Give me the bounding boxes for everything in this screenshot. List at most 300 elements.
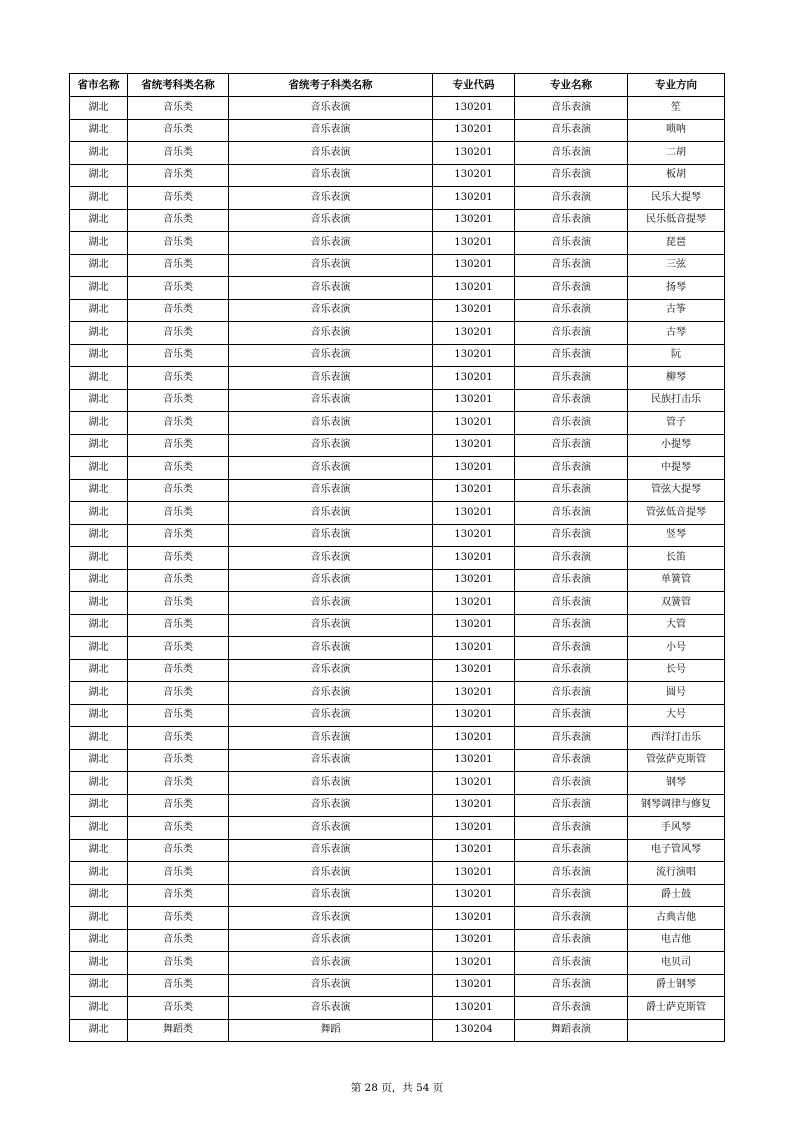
cell-exam-category: 音乐类 [128,277,229,300]
cell-major-code: 130201 [433,412,515,435]
table-row [70,1019,725,1042]
cell-province: 湖北 [70,412,128,435]
cell-exam-category: 音乐类 [128,569,229,592]
cell-major-code: 130201 [433,592,515,615]
cell-exam-subcategory: 音乐表演 [229,929,433,952]
cell-province: 湖北 [70,277,128,300]
cell-province: 湖北 [70,524,128,547]
cell-major-name: 音乐表演 [515,884,628,907]
cell-province: 湖北 [70,817,128,840]
table-row [70,817,725,840]
cell-major-name: 音乐表演 [515,367,628,390]
cell-exam-category: 音乐类 [128,254,229,277]
cell-exam-category: 音乐类 [128,772,229,795]
cell-province: 湖北 [70,119,128,142]
cell-exam-category: 音乐类 [128,839,229,862]
cell-major-name: 音乐表演 [515,524,628,547]
cell-major-code: 130201 [433,659,515,682]
cell-major-name: 音乐表演 [515,187,628,210]
cell-major-name: 音乐表演 [515,997,628,1020]
cell-exam-subcategory: 音乐表演 [229,389,433,412]
cell-major-name: 音乐表演 [515,412,628,435]
cell-major-name: 音乐表演 [515,682,628,705]
cell-major-code: 130201 [433,817,515,840]
table-row [70,839,725,862]
cell-major-name: 音乐表演 [515,727,628,750]
cell-exam-category: 音乐类 [128,299,229,322]
cell-province: 湖北 [70,952,128,975]
cell-exam-category: 音乐类 [128,164,229,187]
cell-major-code: 130201 [433,322,515,345]
cell-exam-category: 音乐类 [128,119,229,142]
cell-exam-subcategory: 音乐表演 [229,524,433,547]
cell-major-direction: 柳琴 [628,367,725,390]
cell-exam-category: 音乐类 [128,727,229,750]
cell-major-direction: 民乐低音提琴 [628,209,725,232]
cell-province: 湖北 [70,907,128,930]
cell-province: 湖北 [70,502,128,525]
cell-exam-subcategory: 音乐表演 [229,209,433,232]
cell-major-code: 130204 [433,1019,515,1042]
cell-exam-category: 音乐类 [128,209,229,232]
cell-exam-category: 音乐类 [128,929,229,952]
cell-major-direction: 民族打击乐 [628,389,725,412]
cell-major-direction: 大号 [628,704,725,727]
cell-exam-category: 音乐类 [128,884,229,907]
cell-major-name: 音乐表演 [515,322,628,345]
cell-major-name: 音乐表演 [515,569,628,592]
cell-major-code: 130201 [433,862,515,885]
cell-major-name: 音乐表演 [515,772,628,795]
cell-exam-subcategory: 音乐表演 [229,344,433,367]
cell-major-direction: 电子管风琴 [628,839,725,862]
cell-major-direction: 古筝 [628,299,725,322]
cell-province: 湖北 [70,434,128,457]
cell-major-direction: 手风琴 [628,817,725,840]
cell-exam-subcategory: 音乐表演 [229,614,433,637]
cell-major-direction: 竖琴 [628,524,725,547]
cell-major-direction: 钢琴调律与修复 [628,794,725,817]
cell-exam-subcategory: 音乐表演 [229,952,433,975]
cell-major-code: 130201 [433,209,515,232]
cell-major-code: 130201 [433,884,515,907]
cell-major-code: 130201 [433,187,515,210]
cell-exam-subcategory: 音乐表演 [229,299,433,322]
cell-major-name: 舞蹈表演 [515,1019,628,1042]
cell-major-code: 130201 [433,524,515,547]
cell-province: 湖北 [70,569,128,592]
header-province: 省市名称 [70,74,128,97]
cell-major-direction: 管弦萨克斯管 [628,749,725,772]
cell-major-code: 130201 [433,119,515,142]
cell-major-code: 130201 [433,952,515,975]
cell-exam-category: 音乐类 [128,997,229,1020]
cell-major-code: 130201 [433,839,515,862]
cell-exam-category: 音乐类 [128,704,229,727]
cell-exam-subcategory: 音乐表演 [229,997,433,1020]
cell-exam-subcategory: 音乐表演 [229,97,433,120]
cell-major-name: 音乐表演 [515,277,628,300]
cell-exam-subcategory: 音乐表演 [229,659,433,682]
cell-province: 湖北 [70,479,128,502]
cell-exam-category: 音乐类 [128,412,229,435]
cell-major-code: 130201 [433,727,515,750]
cell-exam-subcategory: 音乐表演 [229,772,433,795]
cell-major-direction: 笙 [628,97,725,120]
cell-major-direction: 管弦大提琴 [628,479,725,502]
cell-exam-subcategory: 音乐表演 [229,592,433,615]
table-row [70,367,725,390]
cell-major-direction: 民乐大提琴 [628,187,725,210]
cell-major-name: 音乐表演 [515,637,628,660]
table-row [70,772,725,795]
cell-major-name: 音乐表演 [515,434,628,457]
cell-province: 湖北 [70,547,128,570]
cell-major-direction: 电贝司 [628,952,725,975]
cell-exam-subcategory: 音乐表演 [229,569,433,592]
cell-province: 湖北 [70,142,128,165]
cell-major-code: 130201 [433,614,515,637]
cell-exam-category: 音乐类 [128,794,229,817]
cell-major-name: 音乐表演 [515,952,628,975]
cell-province: 湖北 [70,974,128,997]
cell-major-name: 音乐表演 [515,502,628,525]
cell-exam-category: 音乐类 [128,952,229,975]
cell-exam-subcategory: 音乐表演 [229,749,433,772]
cell-major-direction: 管弦低音提琴 [628,502,725,525]
cell-major-code: 130201 [433,277,515,300]
cell-major-name: 音乐表演 [515,817,628,840]
cell-exam-category: 音乐类 [128,659,229,682]
table-row [70,412,725,435]
cell-major-name: 音乐表演 [515,299,628,322]
cell-major-code: 130201 [433,704,515,727]
cell-major-direction: 爵士钢琴 [628,974,725,997]
cell-major-name: 音乐表演 [515,614,628,637]
cell-major-name: 音乐表演 [515,232,628,255]
cell-province: 湖北 [70,794,128,817]
cell-major-direction: 古典吉他 [628,907,725,930]
header-major-code: 专业代码 [433,74,515,97]
cell-province: 湖北 [70,997,128,1020]
table-row [70,547,725,570]
cell-province: 湖北 [70,839,128,862]
cell-province: 湖北 [70,772,128,795]
cell-major-direction: 板胡 [628,164,725,187]
cell-major-name: 音乐表演 [515,457,628,480]
cell-major-direction: 阮 [628,344,725,367]
cell-exam-category: 音乐类 [128,502,229,525]
cell-major-code: 130201 [433,97,515,120]
cell-major-direction: 中提琴 [628,457,725,480]
cell-major-direction: 长号 [628,659,725,682]
cell-exam-category: 音乐类 [128,367,229,390]
table-body [70,97,725,1042]
cell-exam-subcategory: 音乐表演 [229,727,433,750]
table-header-row [70,74,725,97]
table-row [70,952,725,975]
cell-major-code: 130201 [433,142,515,165]
cell-exam-category: 音乐类 [128,322,229,345]
cell-major-name: 音乐表演 [515,592,628,615]
header-major-direction: 专业方向 [628,74,725,97]
cell-province: 湖北 [70,209,128,232]
cell-major-code: 130201 [433,907,515,930]
table-row [70,569,725,592]
majors-table [69,73,725,1042]
cell-major-direction: 长笛 [628,547,725,570]
cell-exam-category: 音乐类 [128,547,229,570]
cell-province: 湖北 [70,97,128,120]
cell-major-code: 130201 [433,749,515,772]
cell-province: 湖北 [70,659,128,682]
cell-exam-subcategory: 音乐表演 [229,502,433,525]
cell-major-name: 音乐表演 [515,839,628,862]
cell-major-code: 130201 [433,997,515,1020]
table-row [70,907,725,930]
cell-province: 湖北 [70,749,128,772]
cell-major-name: 音乐表演 [515,749,628,772]
cell-exam-category: 音乐类 [128,434,229,457]
cell-province: 湖北 [70,1019,128,1042]
cell-major-name: 音乐表演 [515,547,628,570]
cell-major-code: 130201 [433,232,515,255]
cell-major-direction: 钢琴 [628,772,725,795]
table-row [70,277,725,300]
cell-major-code: 130201 [433,929,515,952]
cell-exam-subcategory: 音乐表演 [229,682,433,705]
cell-major-direction: 爵士萨克斯管 [628,997,725,1020]
cell-exam-subcategory: 音乐表演 [229,884,433,907]
cell-province: 湖北 [70,322,128,345]
cell-exam-subcategory: 音乐表演 [229,547,433,570]
cell-major-name: 音乐表演 [515,659,628,682]
cell-major-code: 130201 [433,569,515,592]
cell-major-direction: 爵士鼓 [628,884,725,907]
cell-exam-category: 音乐类 [128,457,229,480]
table-row [70,929,725,952]
table-row [70,974,725,997]
cell-exam-subcategory: 舞蹈 [229,1019,433,1042]
cell-major-name: 音乐表演 [515,704,628,727]
table-row [70,232,725,255]
cell-major-direction: 扬琴 [628,277,725,300]
cell-major-direction: 古琴 [628,322,725,345]
cell-major-code: 130201 [433,637,515,660]
header-exam-category: 省统考科类名称 [128,74,229,97]
header-major-name: 专业名称 [515,74,628,97]
cell-major-direction: 双簧管 [628,592,725,615]
cell-major-direction: 二胡 [628,142,725,165]
cell-exam-subcategory: 音乐表演 [229,232,433,255]
cell-major-code: 130201 [433,389,515,412]
cell-province: 湖北 [70,187,128,210]
table-row [70,862,725,885]
table-row [70,322,725,345]
cell-major-direction: 单簧管 [628,569,725,592]
cell-province: 湖北 [70,884,128,907]
cell-major-code: 130201 [433,502,515,525]
cell-exam-category: 音乐类 [128,907,229,930]
cell-province: 湖北 [70,592,128,615]
cell-exam-subcategory: 音乐表演 [229,862,433,885]
cell-province: 湖北 [70,344,128,367]
cell-province: 湖北 [70,704,128,727]
cell-province: 湖北 [70,367,128,390]
table-row [70,299,725,322]
cell-province: 湖北 [70,727,128,750]
cell-major-direction: 圆号 [628,682,725,705]
cell-province: 湖北 [70,929,128,952]
cell-exam-subcategory: 音乐表演 [229,254,433,277]
cell-major-code: 130201 [433,794,515,817]
cell-exam-subcategory: 音乐表演 [229,637,433,660]
cell-major-direction: 大管 [628,614,725,637]
cell-exam-subcategory: 音乐表演 [229,434,433,457]
header-exam-subcategory: 省统考子科类名称 [229,74,433,97]
cell-province: 湖北 [70,682,128,705]
page-number: 第 28 页，共 54 页 [350,1082,444,1094]
cell-major-direction: 唢呐 [628,119,725,142]
cell-major-code: 130201 [433,974,515,997]
cell-major-direction: 小号 [628,637,725,660]
cell-major-name: 音乐表演 [515,974,628,997]
cell-major-direction: 小提琴 [628,434,725,457]
table-row [70,659,725,682]
cell-province: 湖北 [70,637,128,660]
cell-exam-subcategory: 音乐表演 [229,479,433,502]
cell-major-code: 130201 [433,254,515,277]
cell-major-name: 音乐表演 [515,164,628,187]
cell-province: 湖北 [70,389,128,412]
cell-major-code: 130201 [433,547,515,570]
cell-province: 湖北 [70,254,128,277]
cell-exam-category: 音乐类 [128,524,229,547]
cell-major-direction: 电吉他 [628,929,725,952]
table-row [70,884,725,907]
cell-exam-subcategory: 音乐表演 [229,907,433,930]
table-row [70,97,725,120]
cell-major-direction: 西洋打击乐 [628,727,725,750]
cell-major-code: 130201 [433,772,515,795]
cell-exam-category: 音乐类 [128,142,229,165]
table-row [70,389,725,412]
table-row [70,682,725,705]
cell-exam-subcategory: 音乐表演 [229,817,433,840]
table-row [70,502,725,525]
cell-major-direction [628,1019,725,1042]
cell-major-name: 音乐表演 [515,254,628,277]
cell-major-direction: 管子 [628,412,725,435]
table-row [70,637,725,660]
cell-exam-category: 音乐类 [128,974,229,997]
cell-province: 湖北 [70,299,128,322]
cell-exam-category: 音乐类 [128,862,229,885]
table-row [70,727,725,750]
table-row [70,457,725,480]
cell-exam-subcategory: 音乐表演 [229,457,433,480]
cell-exam-category: 音乐类 [128,817,229,840]
majors-table-container [69,73,725,1042]
cell-exam-category: 音乐类 [128,749,229,772]
cell-major-name: 音乐表演 [515,209,628,232]
cell-exam-category: 音乐类 [128,479,229,502]
cell-major-name: 音乐表演 [515,929,628,952]
cell-major-name: 音乐表演 [515,907,628,930]
cell-major-code: 130201 [433,457,515,480]
cell-major-name: 音乐表演 [515,862,628,885]
table-row [70,187,725,210]
table-row [70,592,725,615]
table-row [70,164,725,187]
cell-exam-subcategory: 音乐表演 [229,142,433,165]
table-row [70,209,725,232]
cell-exam-category: 音乐类 [128,344,229,367]
table-row [70,142,725,165]
cell-exam-subcategory: 音乐表演 [229,839,433,862]
table-row [70,119,725,142]
cell-major-code: 130201 [433,434,515,457]
table-row [70,997,725,1020]
cell-province: 湖北 [70,457,128,480]
table-row [70,794,725,817]
table-row [70,749,725,772]
cell-exam-category: 音乐类 [128,97,229,120]
table-row [70,434,725,457]
cell-exam-subcategory: 音乐表演 [229,164,433,187]
cell-exam-category: 音乐类 [128,232,229,255]
cell-exam-subcategory: 音乐表演 [229,322,433,345]
cell-exam-category: 音乐类 [128,637,229,660]
cell-major-direction: 三弦 [628,254,725,277]
cell-major-code: 130201 [433,299,515,322]
cell-exam-category: 音乐类 [128,592,229,615]
cell-exam-subcategory: 音乐表演 [229,412,433,435]
cell-exam-subcategory: 音乐表演 [229,974,433,997]
table-row [70,614,725,637]
cell-major-name: 音乐表演 [515,142,628,165]
cell-major-name: 音乐表演 [515,97,628,120]
cell-province: 湖北 [70,862,128,885]
cell-province: 湖北 [70,614,128,637]
cell-major-code: 130201 [433,682,515,705]
table-row [70,704,725,727]
cell-major-direction: 流行演唱 [628,862,725,885]
cell-exam-category: 音乐类 [128,682,229,705]
cell-major-name: 音乐表演 [515,119,628,142]
cell-exam-category: 音乐类 [128,614,229,637]
cell-exam-subcategory: 音乐表演 [229,704,433,727]
cell-exam-category: 音乐类 [128,389,229,412]
cell-major-name: 音乐表演 [515,389,628,412]
cell-exam-subcategory: 音乐表演 [229,367,433,390]
table-row [70,479,725,502]
cell-major-code: 130201 [433,344,515,367]
cell-major-direction: 琵琶 [628,232,725,255]
cell-major-name: 音乐表演 [515,479,628,502]
table-row [70,344,725,367]
cell-major-name: 音乐表演 [515,344,628,367]
cell-province: 湖北 [70,164,128,187]
cell-exam-category: 舞蹈类 [128,1019,229,1042]
table-row [70,254,725,277]
cell-major-code: 130201 [433,164,515,187]
cell-exam-subcategory: 音乐表演 [229,187,433,210]
cell-province: 湖北 [70,232,128,255]
cell-exam-category: 音乐类 [128,187,229,210]
cell-major-code: 130201 [433,479,515,502]
cell-major-code: 130201 [433,367,515,390]
